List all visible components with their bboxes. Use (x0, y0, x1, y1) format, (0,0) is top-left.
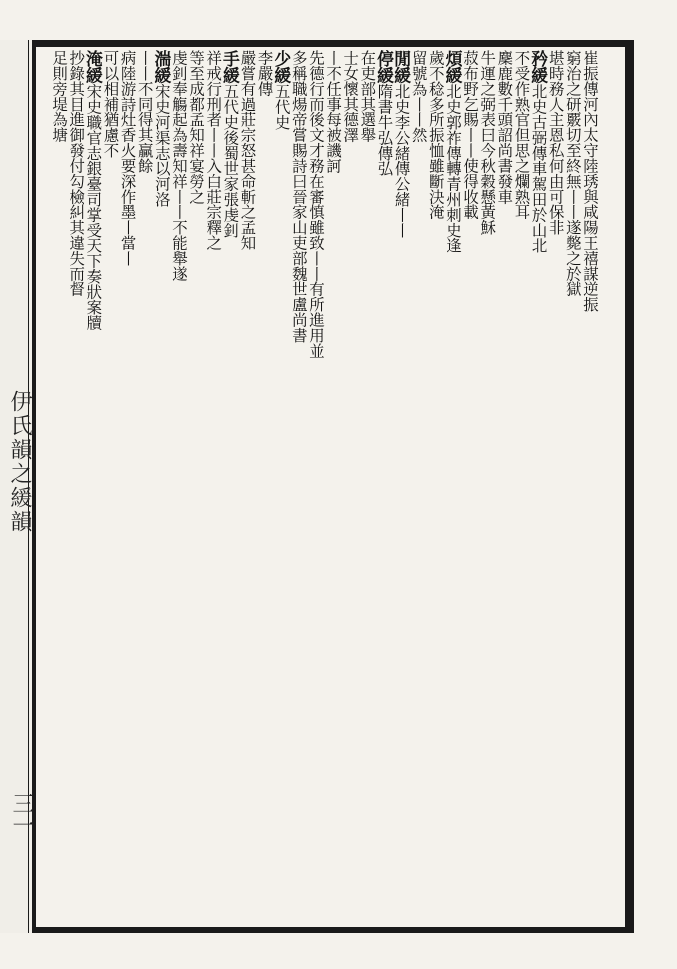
text-column (564, 50, 581, 920)
text-column (427, 50, 444, 920)
column-text: 多稱職煬帝嘗賜詩曰晉家山吏部魏世盧尚書 (289, 50, 308, 343)
entry-headword: 少緩 (271, 50, 292, 84)
column-text: 可以相補猶慮不 (101, 50, 120, 158)
text-column (530, 50, 547, 920)
text-column (495, 50, 512, 920)
text-column (444, 50, 461, 920)
text-column (83, 50, 104, 920)
column-text: 北史李公緒傳公緒丨丨 (392, 83, 411, 238)
column-text: 窮治之研覈切至終無丨丨遂斃之於獄 (563, 50, 582, 297)
text-column (461, 50, 478, 920)
text-column (119, 50, 136, 920)
column-text: 丨不任事每被譏訶 (324, 50, 343, 174)
text-column (512, 50, 529, 920)
column-text: 嚴嘗有過莊宗怒甚命斬之孟知 (238, 50, 257, 251)
column-text: 等至成都孟知祥宴勞之 (187, 50, 206, 205)
column-text: 虔釗奉觴起為壽知祥丨丨不能舉遂 (170, 50, 188, 282)
text-column (393, 50, 410, 920)
text-column (290, 50, 307, 920)
text-column (101, 50, 118, 920)
column-text: 歲不稔多所振恤雖斷決淹 (426, 50, 445, 220)
page-gutter (0, 40, 34, 933)
column-text: 崔振傳河內太守陸琇與咸陽王禧謀逆振 (581, 50, 599, 312)
entry-headword: 矜緩 (528, 50, 549, 84)
column-text: 抄錄其目進御發付勾檢糾其違失而督 (67, 50, 86, 297)
page-number: 三一 (9, 792, 34, 836)
text-column (358, 50, 375, 920)
text-column (410, 50, 427, 920)
text-column (238, 50, 255, 920)
column-text: 留號為丨丨然 (409, 50, 428, 143)
text-column (153, 50, 170, 920)
column-text: 宋史河渠志以河洛 (152, 83, 171, 207)
column-text: 麇鹿數千頭詔尚書發車 (495, 50, 514, 205)
column-text: 在吏部其選舉 (358, 50, 377, 143)
column-text: 先德行而後文才務在審慎雖致丨丨有所進用並 (307, 50, 325, 359)
column-text: 宋史職官志銀臺司掌受天下奏狀案牘 (84, 83, 103, 331)
entry-headword: 煩緩 (443, 50, 463, 84)
column-text: 隋書牛弘傳弘 (375, 83, 394, 177)
text-column (374, 50, 395, 920)
column-text: 牛運之弼表曰今秋穀懸黃穌 (478, 50, 497, 235)
column-text: 祥戒行刑者丨丨入白莊宗釋之 (204, 50, 223, 251)
text-column (220, 50, 241, 920)
column-text: 五代史後蜀世家張虔釗 (221, 83, 240, 238)
text-column (170, 50, 187, 920)
text-column (547, 50, 564, 920)
text-column (50, 50, 67, 920)
text-column (581, 50, 598, 920)
column-text: 李嚴傳 (255, 50, 274, 97)
column-text: 不受作熟官但思之爛熟耳 (512, 50, 531, 220)
text-column (136, 50, 153, 920)
column-text: 堪時務人主恩私何由可保非 (546, 50, 565, 235)
entry-headword: 湍緩 (151, 50, 172, 84)
text-column (307, 50, 324, 920)
gutter-title: 伊氏韻之緩韻 (7, 390, 32, 534)
column-text: 五代史 (272, 83, 291, 130)
text-column (67, 50, 84, 920)
text-column (256, 50, 273, 920)
text-column (324, 50, 341, 920)
text-column (273, 50, 290, 920)
column-text: 菽布野乞賜丨丨使得收載 (461, 50, 480, 220)
entry-headword: 閒緩 (391, 50, 412, 84)
column-text: 丨丨不同得其贏餘 (135, 50, 154, 174)
column-text: 病陸游詩灶香火要深作墨丨當丨 (118, 50, 137, 266)
column-text: 足則旁堤為塘 (50, 50, 69, 143)
column-text: 士女懷其德澤 (341, 50, 360, 143)
column-text: 北史古弼傳車駕田於山北 (529, 83, 548, 254)
text-column (478, 50, 495, 920)
text-column (341, 50, 358, 920)
entry-headword: 停緩 (374, 50, 395, 84)
column-text: 北史郭祚傳轉青州刺史逢 (444, 83, 462, 254)
entry-headword: 手緩 (220, 50, 241, 84)
entry-headword: 淹緩 (83, 50, 104, 84)
text-column (204, 50, 221, 920)
text-column (187, 50, 204, 920)
